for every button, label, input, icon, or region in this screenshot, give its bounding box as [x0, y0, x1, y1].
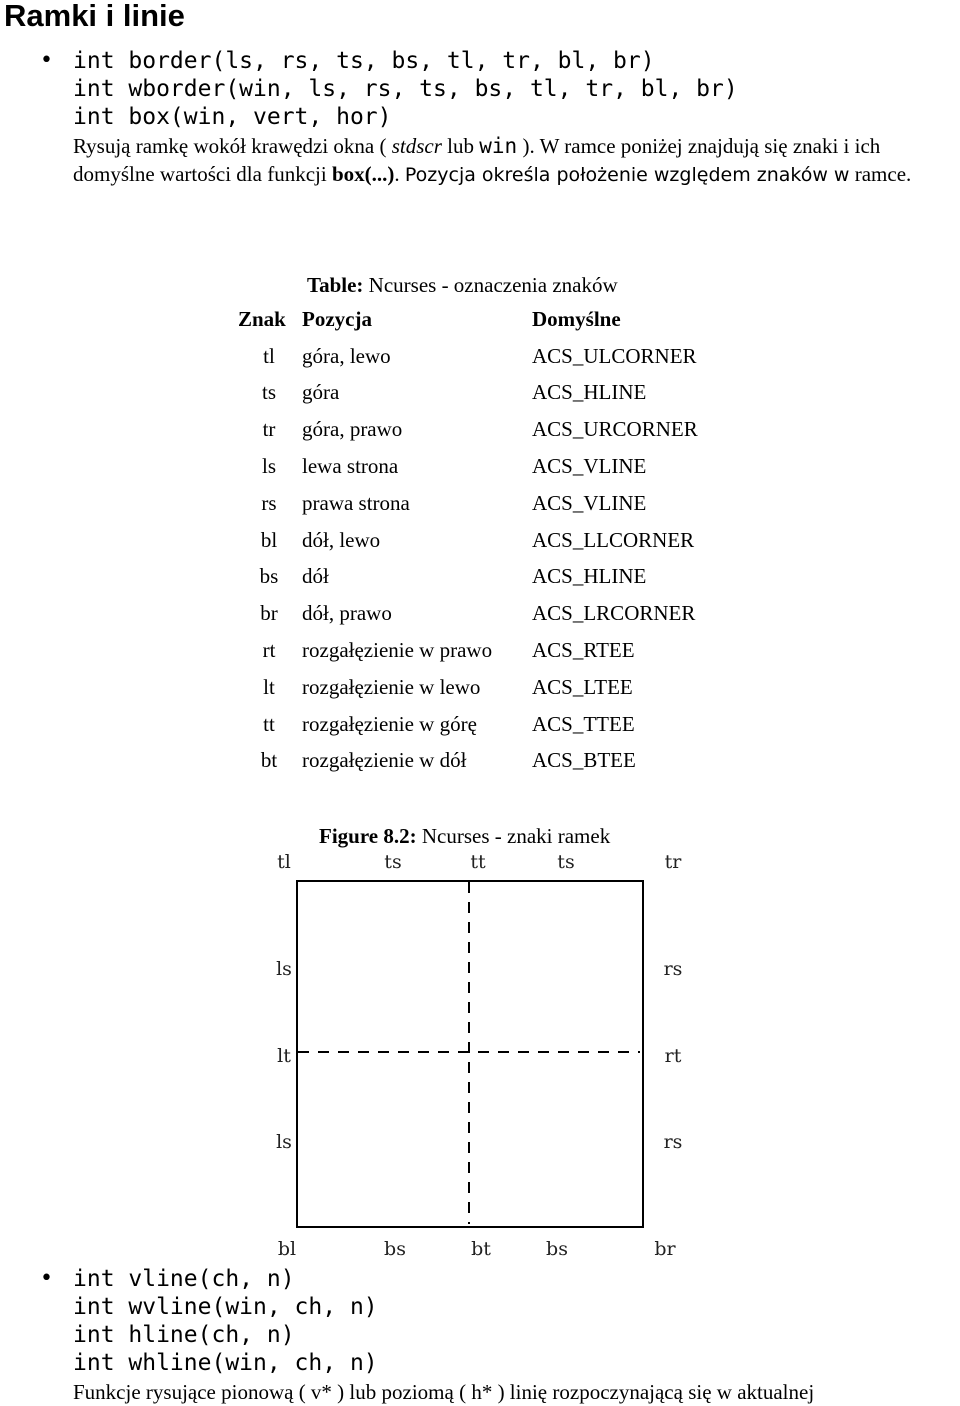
bullet-point: • [40, 1266, 53, 1291]
cell-znak: bs [259, 564, 279, 589]
cell-pozycja: rozgałęzienie w lewo [302, 674, 481, 699]
cell-pozycja: góra, prawo [302, 417, 403, 442]
figure-label-bs: bs [384, 1238, 406, 1260]
figure-label-rs: rs [663, 958, 683, 980]
cell-domyslne: ACS_TTEE [532, 711, 635, 736]
bullet-point: • [40, 48, 53, 73]
code-wborder-signature: int wborder(win, ls, rs, ts, bs, tl, tr, bl, br) [73, 76, 738, 102]
cell-pozycja: dół, lewo [302, 527, 381, 552]
cell-znak: rt [262, 638, 276, 663]
cell-domyslne: ACS_RTEE [532, 638, 635, 663]
code-wvline-signature: int wvline(win, ch, n) [73, 1294, 378, 1320]
win-term: win [479, 134, 518, 158]
cell-domyslne: ACS_HLINE [532, 564, 647, 589]
figure-label-ls: ls [276, 958, 292, 980]
section1-description: Rysują ramkę wokół krawędzi okna ( stdscr lub win ). W ramce poniżej znajdują się znaki i ich domyślne wartości dla funkcji box(...). Pozycja określa położenie względem znaków w ramce. [73, 134, 912, 186]
cell-domyslne: ACS_LLCORNER [532, 527, 695, 552]
figure-label-ts: ts [384, 851, 402, 873]
box-function-name: box(...) [331, 162, 395, 186]
figure-label-rt: rt [664, 1045, 682, 1067]
cell-pozycja: góra, lewo [302, 343, 391, 368]
cell-znak: tl [263, 343, 275, 368]
cell-znak: bl [260, 527, 278, 552]
cell-pozycja: lewa strona [302, 454, 399, 479]
figure-label-ts: ts [557, 851, 575, 873]
cell-znak: tt [263, 711, 275, 736]
cell-znak: rs [261, 490, 277, 515]
figure-label-tt: tt [470, 851, 486, 873]
stdscr-term: stdscr [391, 134, 442, 158]
cell-pozycja: dół, prawo [302, 601, 392, 626]
cell-domyslne: ACS_LRCORNER [532, 601, 696, 626]
code-box-signature: int box(win, vert, hor) [73, 104, 392, 130]
figure-label-tr: tr [664, 851, 682, 873]
figure-label-bt: bt [471, 1238, 491, 1260]
cell-domyslne: ACS_VLINE [532, 490, 647, 515]
cell-znak: bt [260, 748, 278, 773]
figure-label-tl: tl [277, 851, 291, 873]
cell-znak: br [260, 601, 278, 626]
figure-label-rs: rs [663, 1131, 683, 1153]
cell-pozycja: prawa strona [302, 490, 410, 515]
cell-pozycja: dół [302, 564, 329, 589]
cell-pozycja: rozgałęzienie w górę [302, 711, 477, 736]
cell-domyslne: ACS_ULCORNER [532, 343, 697, 368]
table-caption: Table: Ncurses - oznaczenia znaków [307, 273, 618, 297]
figure-label-br: br [654, 1238, 676, 1260]
cell-domyslne: ACS_BTEE [532, 748, 636, 773]
cell-znak: tr [262, 417, 276, 442]
cell-domyslne: ACS_VLINE [532, 454, 647, 479]
figure-label-ls: ls [276, 1131, 292, 1153]
figure-caption: Figure 8.2: Ncurses - znaki ramek [319, 824, 611, 848]
code-hline-signature: int hline(ch, n) [73, 1322, 295, 1348]
code-vline-signature: int vline(ch, n) [73, 1266, 295, 1292]
column-header-znak: Znak [238, 306, 286, 331]
cell-pozycja: rozgałęzienie w prawo [302, 638, 493, 663]
figure-label-lt: lt [277, 1045, 291, 1067]
cell-domyslne: ACS_HLINE [532, 380, 647, 405]
cell-domyslne: ACS_LTEE [532, 674, 633, 699]
cell-pozycja: rozgałęzienie w dół [302, 748, 467, 773]
code-whline-signature: int whline(win, ch, n) [73, 1350, 378, 1376]
section-heading: Ramki i linie [4, 0, 185, 33]
column-header-domyslne: Domyślne [532, 306, 621, 331]
cell-domyslne: ACS_URCORNER [532, 417, 698, 442]
cell-pozycja: góra [302, 380, 340, 405]
figure-label-bs: bs [546, 1238, 568, 1260]
cell-znak: ts [261, 380, 276, 405]
cell-znak: lt [263, 674, 275, 699]
code-border-signature: int border(ls, rs, ts, bs, tl, tr, bl, br) [73, 48, 655, 74]
section2-description: Funkcje rysujące pionową ( v* ) lub poziomą ( h* ) linię rozpoczynającą się w aktualnej [73, 1380, 815, 1404]
column-header-pozycja: Pozycja [302, 306, 372, 331]
figure-label-bl: bl [277, 1238, 297, 1260]
cell-znak: ls [261, 454, 276, 479]
